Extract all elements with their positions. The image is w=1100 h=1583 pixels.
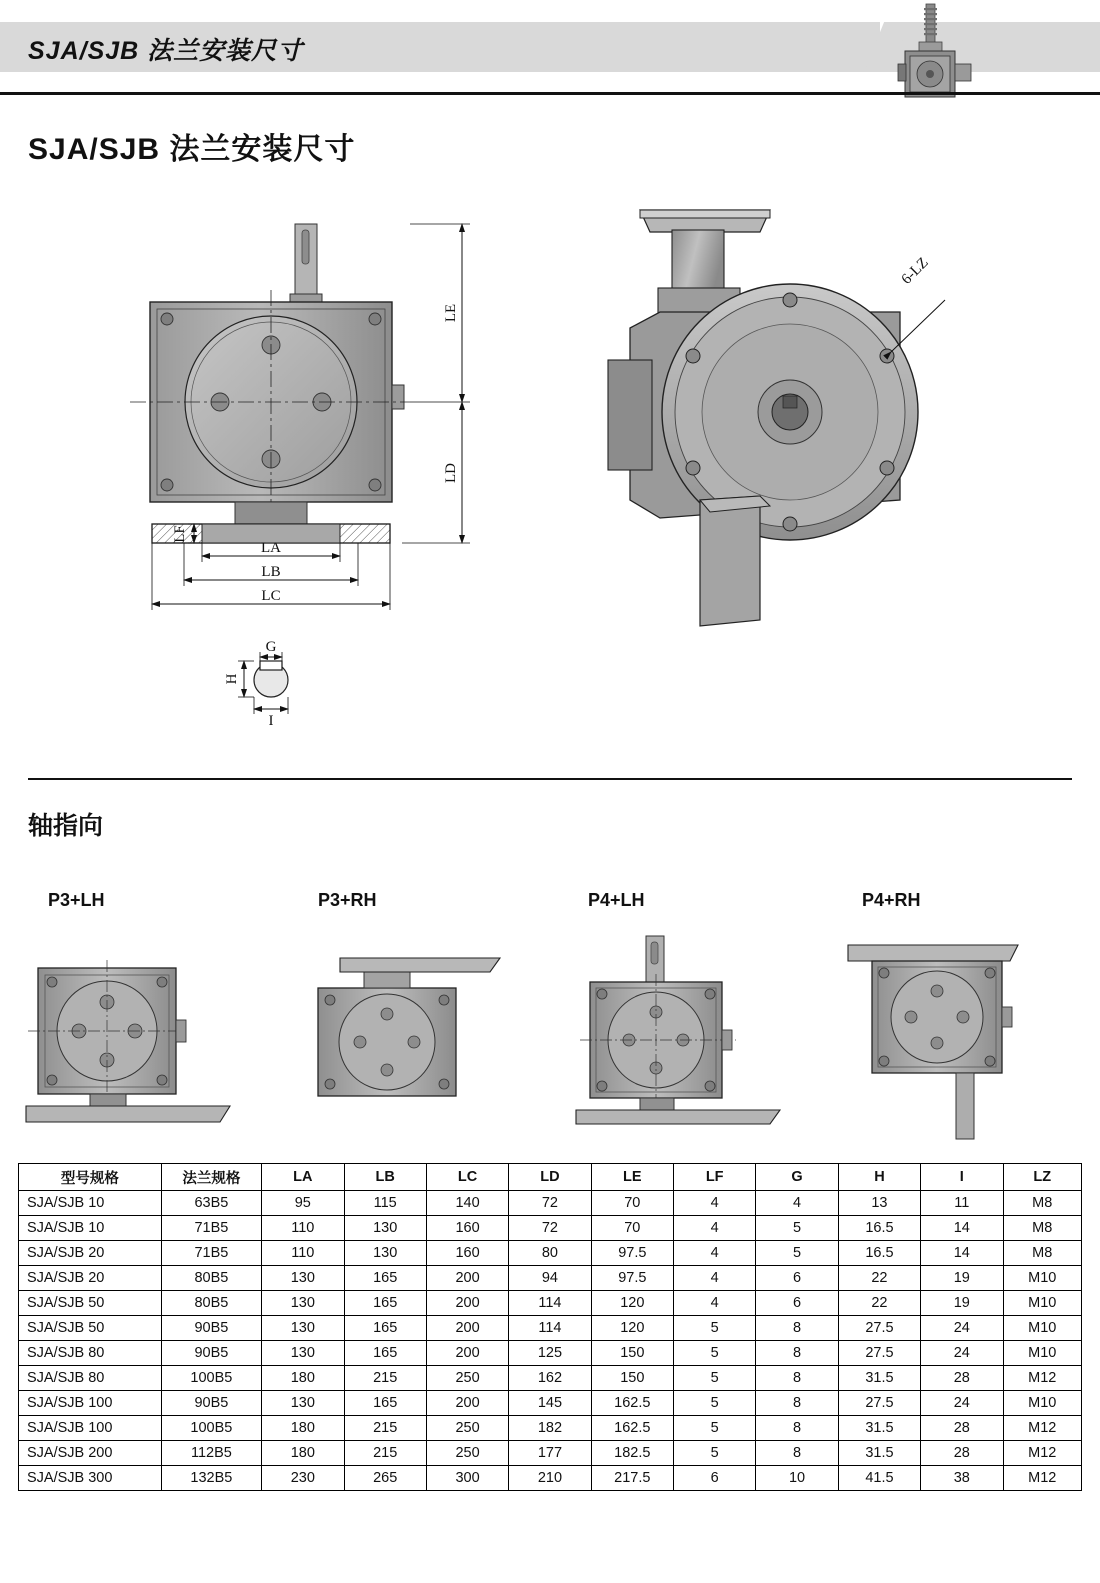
table-cell: 215	[344, 1366, 426, 1391]
table-cell: 145	[509, 1391, 591, 1416]
dim-label-lc: LC	[261, 588, 281, 604]
table-cell: 100B5	[161, 1366, 261, 1391]
table-cell: 80B5	[161, 1266, 261, 1291]
table-cell: 8	[756, 1416, 838, 1441]
table-cell: 165	[344, 1291, 426, 1316]
table-cell: 130	[262, 1266, 344, 1291]
table-cell: 132B5	[161, 1466, 261, 1491]
table-header-cell: LA	[262, 1164, 344, 1191]
table-cell: 120	[591, 1291, 673, 1316]
section-divider	[28, 778, 1072, 780]
table-row	[19, 1341, 1082, 1366]
table-cell: 27.5	[838, 1391, 920, 1416]
table-cell: 115	[344, 1191, 426, 1216]
table-cell: 80	[509, 1241, 591, 1266]
dim-label-g: G	[265, 639, 277, 655]
table-cell: 130	[262, 1391, 344, 1416]
table-cell: 31.5	[838, 1366, 920, 1391]
table-cell: 4	[674, 1191, 756, 1216]
dim-label-ld: LD	[443, 463, 459, 483]
table-cell: 5	[756, 1216, 838, 1241]
isometric-view-drawing	[600, 200, 1020, 660]
table-header-cell: LD	[509, 1164, 591, 1191]
table-cell: 6	[756, 1266, 838, 1291]
table-cell: 6	[756, 1291, 838, 1316]
dim-label-6lz: 6-LZ	[898, 254, 932, 288]
orientation-label-p4-rh: P4+RH	[862, 890, 921, 910]
table-cell: 71B5	[161, 1216, 261, 1241]
table-cell: 28	[921, 1441, 1003, 1466]
table-cell: 110	[262, 1216, 344, 1241]
table-cell: 10	[756, 1466, 838, 1491]
running-title: SJA/SJB 法兰安装尺寸	[28, 37, 304, 65]
table-cell: 16.5	[838, 1241, 920, 1266]
table-cell: 95	[262, 1191, 344, 1216]
table-row	[19, 1291, 1082, 1316]
table-cell: 215	[344, 1416, 426, 1441]
dim-label-lf: LF	[172, 525, 188, 543]
table-cell: M12	[1003, 1441, 1082, 1466]
table-cell: 130	[344, 1216, 426, 1241]
table-cell: 217.5	[591, 1466, 673, 1491]
table-cell: 5	[674, 1391, 756, 1416]
table-cell: 24	[921, 1341, 1003, 1366]
table-cell: 165	[344, 1341, 426, 1366]
table-cell: 210	[509, 1466, 591, 1491]
front-view-drawing	[110, 190, 650, 770]
table-cell: 8	[756, 1341, 838, 1366]
table-row	[19, 1266, 1082, 1291]
table-cell: 200	[426, 1266, 508, 1291]
table-row	[19, 1416, 1082, 1441]
table-cell-model: SJA/SJB 20	[19, 1241, 162, 1266]
table-header-cell: LE	[591, 1164, 673, 1191]
table-cell-model: SJA/SJB 100	[19, 1391, 162, 1416]
table-cell: 5	[674, 1366, 756, 1391]
table-header-cell: G	[756, 1164, 838, 1191]
table-cell-model: SJA/SJB 80	[19, 1341, 162, 1366]
table-cell: 5	[674, 1316, 756, 1341]
table-cell: 22	[838, 1291, 920, 1316]
table-cell: 130	[262, 1341, 344, 1366]
table-cell: 14	[921, 1241, 1003, 1266]
table-cell-model: SJA/SJB 50	[19, 1316, 162, 1341]
table-cell: 4	[674, 1216, 756, 1241]
table-cell: 200	[426, 1341, 508, 1366]
table-cell: M10	[1003, 1266, 1082, 1291]
table-cell: 130	[262, 1291, 344, 1316]
dim-label-le: LE	[443, 303, 459, 323]
table-cell: 130	[344, 1241, 426, 1266]
table-cell: 112B5	[161, 1441, 261, 1466]
orientation-label-p3-rh: P3+RH	[318, 890, 377, 910]
table-header-cell: LZ	[1003, 1164, 1082, 1191]
table-cell: 4	[674, 1241, 756, 1266]
table-cell: 4	[674, 1266, 756, 1291]
screw-jack-thumbnail-icon	[872, 2, 992, 112]
table-header-cell: H	[838, 1164, 920, 1191]
table-cell: 165	[344, 1391, 426, 1416]
table-cell: 180	[262, 1366, 344, 1391]
dim-label-lb: LB	[261, 564, 281, 580]
table-cell: 70	[591, 1191, 673, 1216]
technical-drawing-area	[0, 190, 1100, 770]
table-cell: 130	[262, 1316, 344, 1341]
table-cell: 31.5	[838, 1416, 920, 1441]
table-cell: 150	[591, 1366, 673, 1391]
page-title: SJA/SJB 法兰安装尺寸	[28, 133, 356, 166]
table-cell: 160	[426, 1241, 508, 1266]
table-cell: 250	[426, 1366, 508, 1391]
page-header	[0, 0, 1100, 92]
table-cell: 97.5	[591, 1241, 673, 1266]
table-row	[19, 1216, 1082, 1241]
table-cell-model: SJA/SJB 200	[19, 1441, 162, 1466]
table-cell: 125	[509, 1341, 591, 1366]
table-header-cell: LF	[674, 1164, 756, 1191]
table-row	[19, 1366, 1082, 1391]
table-cell: M8	[1003, 1191, 1082, 1216]
table-cell: 27.5	[838, 1316, 920, 1341]
header-divider	[0, 92, 1100, 95]
table-cell: 177	[509, 1441, 591, 1466]
table-cell: 28	[921, 1366, 1003, 1391]
table-cell: 14	[921, 1216, 1003, 1241]
table-cell: 165	[344, 1266, 426, 1291]
table-cell: 265	[344, 1466, 426, 1491]
table-cell: M12	[1003, 1466, 1082, 1491]
table-cell: 100B5	[161, 1416, 261, 1441]
specifications-table	[18, 1163, 1082, 1491]
table-cell: 6	[674, 1466, 756, 1491]
table-cell: 90B5	[161, 1316, 261, 1341]
table-cell: 4	[674, 1291, 756, 1316]
table-row	[19, 1241, 1082, 1266]
table-cell: M8	[1003, 1241, 1082, 1266]
table-cell: 72	[509, 1191, 591, 1216]
table-header-cell: I	[921, 1164, 1003, 1191]
table-cell: M12	[1003, 1416, 1082, 1441]
table-header-row	[19, 1164, 1082, 1191]
table-cell-model: SJA/SJB 300	[19, 1466, 162, 1491]
table-cell-model: SJA/SJB 20	[19, 1266, 162, 1291]
table-cell: 8	[756, 1316, 838, 1341]
table-cell: 5	[674, 1416, 756, 1441]
orientation-label-p3-lh: P3+LH	[48, 890, 105, 910]
table-cell: 22	[838, 1266, 920, 1291]
table-cell: 19	[921, 1266, 1003, 1291]
table-cell: 28	[921, 1416, 1003, 1441]
table-cell: 140	[426, 1191, 508, 1216]
table-row	[19, 1191, 1082, 1216]
dim-label-la: LA	[261, 540, 281, 556]
table-cell: 27.5	[838, 1341, 920, 1366]
table-cell: 200	[426, 1391, 508, 1416]
table-cell: 24	[921, 1316, 1003, 1341]
table-row	[19, 1316, 1082, 1341]
table-cell: 8	[756, 1391, 838, 1416]
table-row	[19, 1391, 1082, 1416]
table-cell: 114	[509, 1291, 591, 1316]
table-cell-model: SJA/SJB 100	[19, 1416, 162, 1441]
table-cell: 180	[262, 1416, 344, 1441]
table-cell: 38	[921, 1466, 1003, 1491]
table-cell: 150	[591, 1341, 673, 1366]
table-cell: 182.5	[591, 1441, 673, 1466]
table-row	[19, 1441, 1082, 1466]
table-cell: 13	[838, 1191, 920, 1216]
table-cell: 41.5	[838, 1466, 920, 1491]
table-cell: 97.5	[591, 1266, 673, 1291]
dim-label-h: H	[224, 673, 240, 685]
table-cell: 250	[426, 1416, 508, 1441]
table-cell: 110	[262, 1241, 344, 1266]
table-cell: 80B5	[161, 1291, 261, 1316]
table-cell: 200	[426, 1291, 508, 1316]
table-cell: 200	[426, 1316, 508, 1341]
table-cell: M10	[1003, 1341, 1082, 1366]
orientation-view-p4-rh	[838, 935, 1088, 1145]
orientation-view-p3-lh	[20, 950, 270, 1150]
table-cell: 72	[509, 1216, 591, 1241]
table-cell: 162.5	[591, 1416, 673, 1441]
table-cell: M10	[1003, 1316, 1082, 1341]
table-cell: 8	[756, 1366, 838, 1391]
table-cell-model: SJA/SJB 10	[19, 1191, 162, 1216]
table-cell: M10	[1003, 1391, 1082, 1416]
table-cell: 5	[756, 1241, 838, 1266]
table-cell: 162.5	[591, 1391, 673, 1416]
table-cell-model: SJA/SJB 50	[19, 1291, 162, 1316]
table-cell: 71B5	[161, 1241, 261, 1266]
table-cell: 4	[756, 1191, 838, 1216]
table-cell: 8	[756, 1441, 838, 1466]
table-cell: M8	[1003, 1216, 1082, 1241]
table-cell: 182	[509, 1416, 591, 1441]
table-cell: 90B5	[161, 1391, 261, 1416]
table-cell: 31.5	[838, 1441, 920, 1466]
table-cell: 120	[591, 1316, 673, 1341]
table-cell: 230	[262, 1466, 344, 1491]
table-cell: 162	[509, 1366, 591, 1391]
table-cell: 63B5	[161, 1191, 261, 1216]
table-cell: M12	[1003, 1366, 1082, 1391]
table-cell: M10	[1003, 1291, 1082, 1316]
orientation-label-p4-lh: P4+LH	[588, 890, 645, 910]
table-cell: 215	[344, 1441, 426, 1466]
table-cell: 114	[509, 1316, 591, 1341]
table-cell: 24	[921, 1391, 1003, 1416]
table-cell-model: SJA/SJB 80	[19, 1366, 162, 1391]
table-cell: 16.5	[838, 1216, 920, 1241]
table-header-cell: 法兰规格	[161, 1164, 261, 1191]
table-header-cell: LB	[344, 1164, 426, 1191]
dim-label-i: I	[268, 713, 274, 729]
table-header-cell: 型号规格	[19, 1164, 162, 1191]
table-cell: 90B5	[161, 1341, 261, 1366]
table-cell-model: SJA/SJB 10	[19, 1216, 162, 1241]
table-cell: 94	[509, 1266, 591, 1291]
table-cell: 250	[426, 1441, 508, 1466]
table-cell: 180	[262, 1441, 344, 1466]
table-cell: 11	[921, 1191, 1003, 1216]
table-cell: 160	[426, 1216, 508, 1241]
orientation-view-p3-rh	[290, 950, 540, 1150]
orientation-view-p4-lh	[560, 930, 810, 1130]
table-row	[19, 1466, 1082, 1491]
table-cell: 165	[344, 1316, 426, 1341]
table-cell: 70	[591, 1216, 673, 1241]
table-cell: 300	[426, 1466, 508, 1491]
table-header-cell: LC	[426, 1164, 508, 1191]
table-cell: 19	[921, 1291, 1003, 1316]
orientation-section-title: 轴指向	[28, 812, 104, 840]
table-cell: 5	[674, 1341, 756, 1366]
table-cell: 5	[674, 1441, 756, 1466]
